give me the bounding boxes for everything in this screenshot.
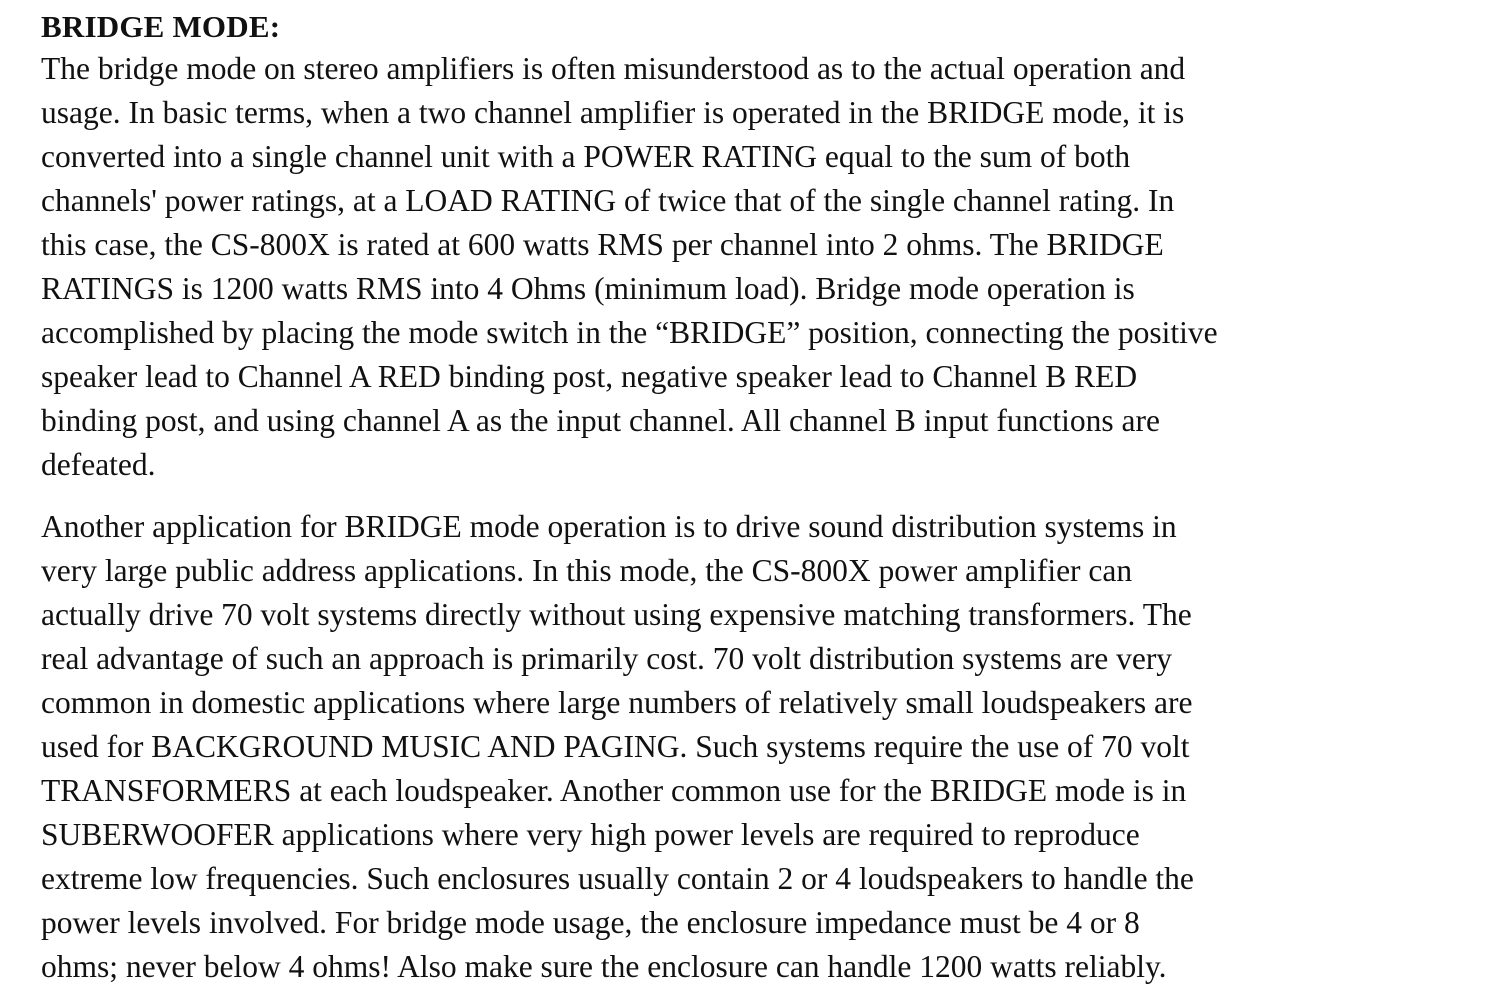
text-line: TRANSFORMERS at each loudspeaker. Another common use for the BRIDGE mode is in — [41, 773, 1187, 808]
text-line: common in domestic applications where large numbers of relatively small loudspeakers are — [41, 685, 1193, 720]
text-line: very large public address applications. In this mode, the CS-800X power amplifier can — [41, 553, 1133, 588]
text-line: this case, the CS-800X is rated at 600 watts RMS per channel into 2 ohms. The BRIDGE — [41, 227, 1164, 262]
text-line: Another application for BRIDGE mode operation is to drive sound distribution systems in — [41, 509, 1177, 544]
text-line: binding post, and using channel A as the input channel. All channel B input functions are — [41, 403, 1160, 438]
section-heading: BRIDGE MODE: — [41, 9, 281, 44]
text-line: RATINGS is 1200 watts RMS into 4 Ohms (minimum load). Bridge mode operation is — [41, 271, 1135, 306]
text-line: usage. In basic terms, when a two channel amplifier is operated in the BRIDGE mode, it is — [41, 95, 1185, 130]
text-line: speaker lead to Channel A RED binding post, negative speaker lead to Channel B RED — [41, 359, 1138, 394]
text-line: converted into a single channel unit with a POWER RATING equal to the sum of both — [41, 139, 1131, 174]
text-line: The bridge mode on stereo amplifiers is often misunderstood as to the actual operation and — [41, 51, 1186, 86]
text-line: used for BACKGROUND MUSIC AND PAGING. Such systems require the use of 70 volt — [41, 729, 1190, 764]
text-line: real advantage of such an approach is primarily cost. 70 volt distribution systems are very — [41, 641, 1173, 676]
paragraph-bridge-mode-applications — [41, 505, 1194, 989]
text-line: accomplished by placing the mode switch in the “BRIDGE” position, connecting the positive — [41, 315, 1218, 350]
text-line: ohms; never below 4 ohms! Also make sure the enclosure can handle 1200 watts reliably. — [41, 949, 1167, 984]
text-line: channels' power ratings, at a LOAD RATING of twice that of the single channel rating. In — [41, 183, 1175, 218]
text-line: extreme low frequencies. Such enclosures usually contain 2 or 4 loudspeakers to handle the — [41, 861, 1194, 896]
text-line: SUBERWOOFER applications where very high power levels are required to reproduce — [41, 817, 1140, 852]
text-line: defeated. — [41, 447, 156, 482]
text-line: actually drive 70 volt systems directly without using expensive matching transformers. The — [41, 597, 1192, 632]
text-line: power levels involved. For bridge mode usage, the enclosure impedance must be 4 or 8 — [41, 905, 1140, 940]
paragraph-bridge-mode-description — [41, 47, 1218, 487]
